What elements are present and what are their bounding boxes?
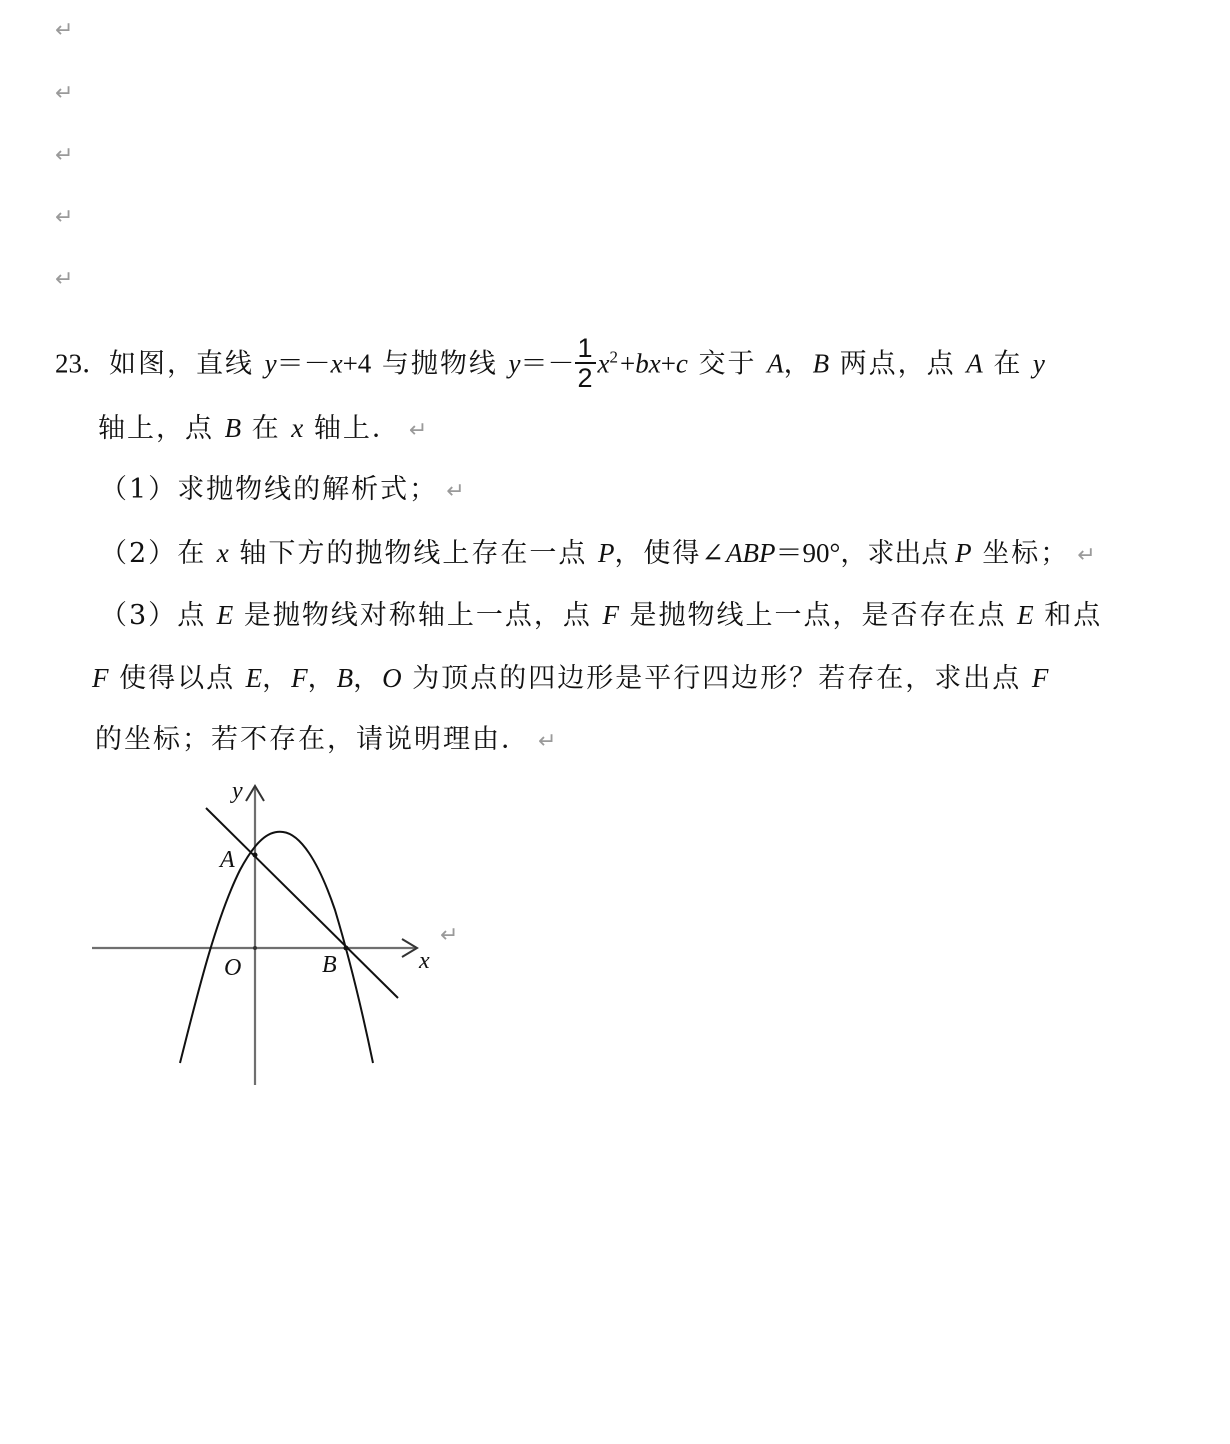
math-var: ABP <box>726 538 776 568</box>
fraction-one-half <box>575 334 596 392</box>
math-var: E <box>1017 600 1034 630</box>
math-var: A <box>767 348 784 379</box>
point-a <box>253 853 258 858</box>
question-3-line-1 <box>100 595 1102 636</box>
math-var: B <box>224 413 242 443</box>
text: ， <box>307 663 337 694</box>
math-var: y <box>1032 348 1045 379</box>
question-label: （2） <box>100 538 178 569</box>
math-var: c <box>675 348 688 379</box>
text: 是抛物线对称轴上一点，点 <box>233 600 603 631</box>
problem-intro-line-2 <box>98 408 427 451</box>
question-2 <box>100 533 1096 576</box>
text: 在 <box>241 413 292 444</box>
paragraph-mark: ↵ <box>440 923 459 948</box>
math-var: F <box>291 663 308 693</box>
math-var: y <box>264 348 277 379</box>
text: 在 <box>177 538 217 569</box>
math-var: B <box>812 348 830 379</box>
paragraph-mark: ↵ <box>1077 543 1096 568</box>
text: 如图，直线 <box>109 348 265 380</box>
text: 的坐标；若不存在，请说明理由． <box>95 724 530 755</box>
math-op: + <box>660 348 676 379</box>
math-var: E <box>245 663 263 693</box>
problem-figure <box>80 770 480 1100</box>
paragraph-mark: ↵ <box>538 729 557 754</box>
question-1 <box>100 470 465 512</box>
math-var: y <box>508 348 521 379</box>
point-b <box>344 946 349 951</box>
math-var: E <box>216 600 234 630</box>
label-y-axis: y <box>232 778 243 804</box>
text: 与抛物线 <box>371 348 509 380</box>
text: 两点，点 <box>829 348 967 380</box>
math-var: x <box>291 413 304 443</box>
math-var: F <box>1031 663 1049 693</box>
math-var: B <box>336 663 354 693</box>
math-var: A <box>966 348 983 379</box>
empty-paragraph-mark: ↵ <box>55 205 74 230</box>
empty-paragraph-mark: ↵ <box>55 18 74 43</box>
text: ， <box>353 663 383 694</box>
math-var: bx <box>635 348 661 379</box>
label-point-a: A <box>220 847 235 873</box>
text: 为顶点的四边形是平行四边形？若存在，求出点 <box>401 663 1032 694</box>
label-origin-o: O <box>224 955 242 981</box>
math-var: O <box>382 663 402 693</box>
fraction-denominator: 2 <box>577 363 595 393</box>
text: ， <box>783 348 813 380</box>
math-var: x <box>597 348 610 379</box>
text: 和点 <box>1033 600 1103 631</box>
text: 使得以点 <box>108 663 246 694</box>
text: 轴上． <box>303 413 401 444</box>
label-point-b: B <box>322 952 337 978</box>
math-op: + <box>619 348 636 379</box>
math-var: x <box>216 538 229 568</box>
empty-paragraph-mark: ↵ <box>55 81 74 106</box>
text: ＝90°，求出点 <box>775 538 956 568</box>
text: 是抛物线上一点，是否存在点 <box>618 600 1018 631</box>
fraction-numerator: 1 <box>577 333 595 363</box>
math-var: F <box>602 600 619 630</box>
question-label: （3） <box>100 600 178 631</box>
math-var: x <box>330 348 343 379</box>
text: 坐标； <box>971 538 1070 569</box>
text: 点 <box>177 600 217 631</box>
empty-paragraph-mark: ↵ <box>55 143 74 168</box>
text: 轴下方的抛物线上存在一点 <box>228 538 598 569</box>
text: 交于 <box>687 348 768 380</box>
paragraph-mark: ↵ <box>408 418 428 443</box>
exponent: 2 <box>609 347 620 367</box>
text: ， <box>262 663 292 694</box>
label-x-axis: x <box>419 948 430 974</box>
math-num: +4 <box>342 348 372 379</box>
question-text: 求抛物线的解析式； <box>177 474 439 505</box>
math-op: ＝－ <box>520 348 575 379</box>
question-3-line-3 <box>95 720 556 762</box>
question-3-line-2 <box>92 658 1048 699</box>
math-op: ＝－ <box>276 348 331 379</box>
text: ，使得∠ <box>614 538 727 569</box>
text: 在 <box>982 348 1033 380</box>
math-var: F <box>92 663 109 693</box>
paragraph-mark: ↵ <box>446 479 465 504</box>
point-o <box>253 946 257 950</box>
math-var: P <box>955 538 972 568</box>
question-label: （1） <box>100 474 178 505</box>
text: 轴上，点 <box>98 413 225 444</box>
problem-number: 23． <box>55 348 109 379</box>
math-var: P <box>597 538 615 568</box>
problem-intro-line-1 <box>55 333 1045 394</box>
empty-paragraph-mark: ↵ <box>55 267 74 292</box>
